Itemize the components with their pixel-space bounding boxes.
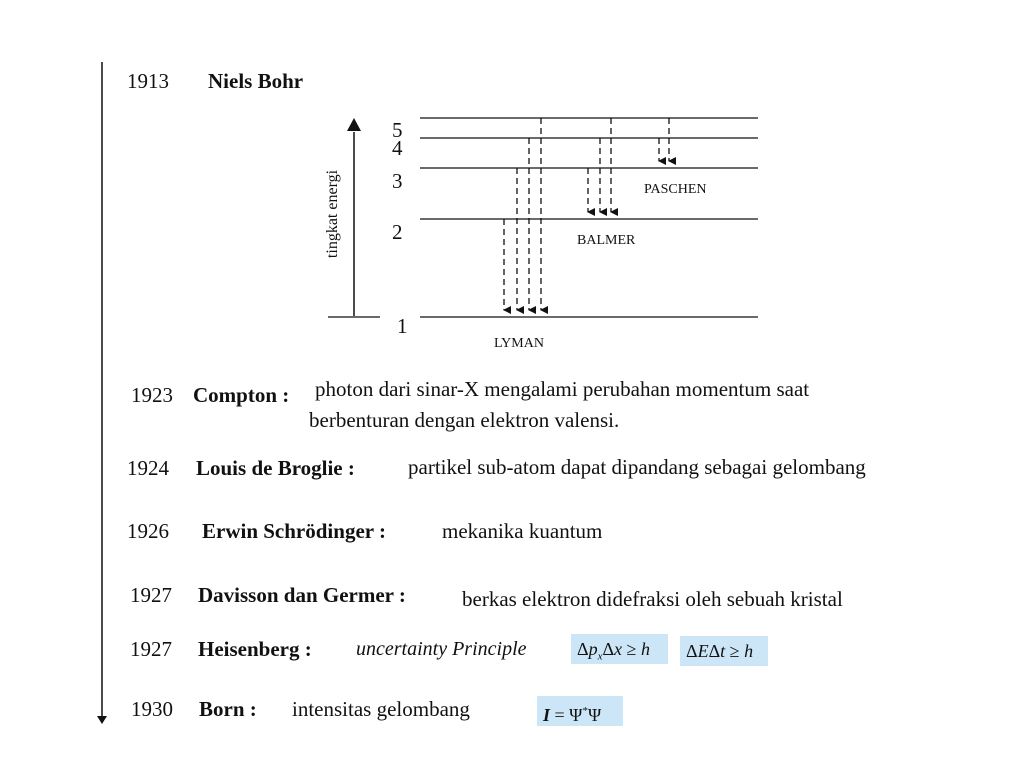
year-1924: 1924 [127,456,169,480]
year-1926: 1926 [127,519,169,543]
year-1930: 1930 [131,697,173,721]
level-label-1: 1 [397,314,408,338]
name-schrodinger: Erwin Schrödinger : [202,519,386,543]
level-label-4: 4 [392,136,403,160]
level-label-2: 2 [392,220,403,244]
desc-compton-line1: photon dari sinar-X mengalami perubahan momentum saat [315,377,810,401]
desc-schrodinger: mekanika kuantum [442,519,603,543]
series-label-lyman: LYMAN [494,336,544,351]
desc-born: intensitas gelombang [292,697,470,721]
level-label-3: 3 [392,169,403,193]
series-label-balmer: BALMER [577,233,636,248]
year-1923: 1923 [131,383,173,407]
desc-heisenberg: uncertainty Principle [356,638,527,660]
year-1927-davisson: 1927 [130,583,172,607]
series-label-paschen: PASCHEN [644,182,707,197]
timeline-arrow-head [97,716,107,724]
desc-davisson-germer: berkas elektron didefraksi oleh sebuah kristal [462,587,843,611]
name-davisson-germer: Davisson dan Germer : [198,583,406,607]
desc-de-broglie: partikel sub-atom dapat dipandang sebagai gelombang [408,455,866,479]
energy-axis-label: tingkat energi [324,169,341,259]
name-compton: Compton : [193,383,290,407]
formula-energy-uncertainty: ΔEΔt ≥ h [680,636,768,666]
level-label-5: 5 [392,118,403,142]
year-1927-heisenberg: 1927 [130,637,172,661]
energy-axis-arrow-head [347,118,361,131]
name-de-broglie: Louis de Broglie : [196,456,355,480]
name-heisenberg: Heisenberg : [198,637,312,661]
name-niels-bohr: Niels Bohr [208,69,304,93]
formula-momentum-uncertainty: $\Delta p_x\Delta x \ge h$ [571,634,668,664]
desc-compton-line2: berbenturan dengan elektron valensi. [309,408,620,432]
year-1913: 1913 [127,69,169,93]
formula-born-intensity: I = Ψ*Ψ [537,696,623,726]
name-born: Born : [199,697,257,721]
